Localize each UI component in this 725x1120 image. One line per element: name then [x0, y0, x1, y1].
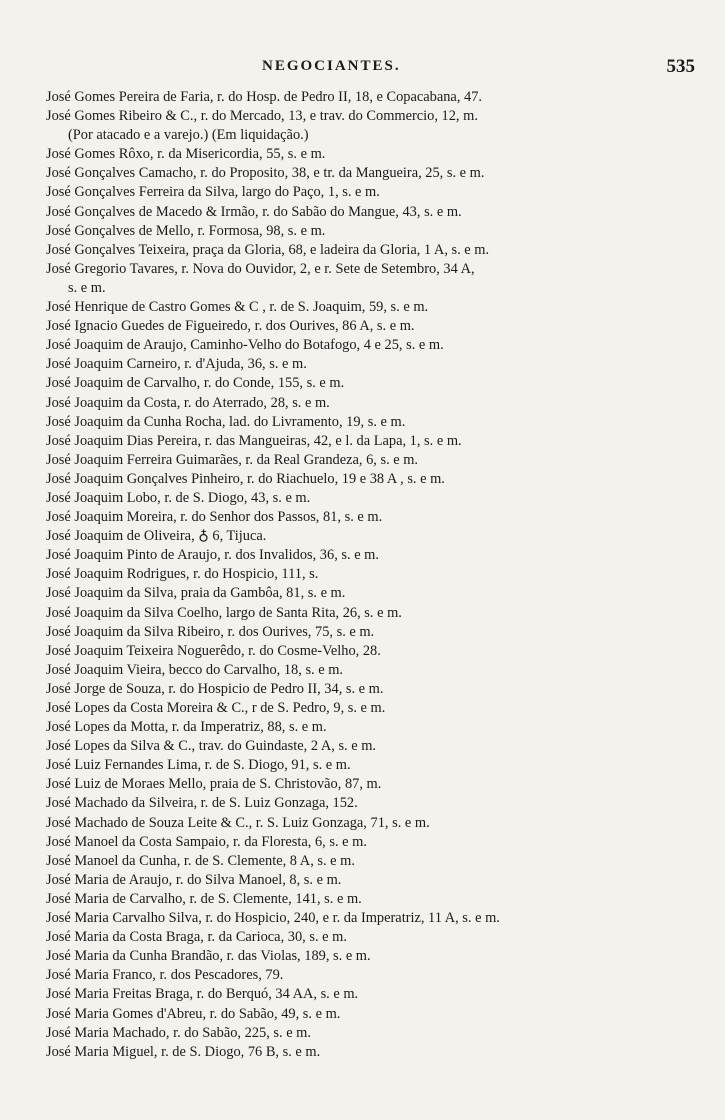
directory-entry: José Manoel da Cunha, r. de S. Clemente, 8 A, s. e m.: [46, 852, 355, 869]
directory-entry: José Joaquim Dias Pereira, r. das Mangueiras, 42, e l. da Lapa, 1, s. e m.: [46, 432, 462, 449]
directory-entry: José Joaquim de Carvalho, r. do Conde, 155, s. e m.: [46, 375, 345, 392]
directory-entry: José Maria de Carvalho, r. de S. Clemente, 141, s. e m.: [46, 890, 362, 907]
directory-entry: José Gonçalves Camacho, r. do Proposito, 38, e tr. da Mangueira, 25, s. e m.: [46, 165, 485, 182]
directory-entry: José Joaquim da Silva, praia da Gambôa, 81, s. e m.: [46, 585, 346, 602]
directory-entry: José Joaquim Rodrigues, r. do Hospicio, 111, s.: [46, 566, 319, 583]
directory-entry: José Maria Machado, r. do Sabão, 225, s. e m.: [46, 1024, 311, 1041]
directory-entry: José Joaquim Gonçalves Pinheiro, r. do Riachuelo, 19 e 38 A , s. e m.: [46, 470, 445, 487]
directory-entry: José Joaquim Pinto de Araujo, r. dos Invalidos, 36, s. e m.: [46, 547, 379, 564]
directory-entry: José Maria Gomes d'Abreu, r. do Sabão, 49, s. e m.: [46, 1005, 341, 1022]
directory-entry: José Joaquim da Cunha Rocha, lad. do Livramento, 19, s. e m.: [46, 413, 406, 430]
directory-entry: José Manoel da Costa Sampaio, r. da Floresta, 6, s. e m.: [46, 833, 367, 850]
page-number: 535: [666, 56, 695, 77]
directory-entry: José Joaquim Moreira, r. do Senhor dos Passos, 81, s. e m.: [46, 509, 383, 526]
directory-entry: José Maria de Araujo, r. do Silva Manoel, 8, s. e m.: [46, 871, 342, 888]
directory-entry: José Maria Franco, r. dos Pescadores, 79.: [46, 967, 284, 984]
directory-entry: José Joaquim da Silva Coelho, largo de Santa Rita, 26, s. e m.: [46, 604, 402, 621]
directory-entry: José Gonçalves de Macedo & Irmão, r. do Sabão do Mangue, 43, s. e m.: [46, 203, 462, 220]
directory-entry: José Henrique de Castro Gomes & C , r. de S. Joaquim, 59, s. e m.: [46, 299, 429, 316]
directory-entry: José Lopes da Costa Moreira & C., r de S. Pedro, 9, s. e m.: [46, 700, 386, 716]
directory-entry: José Lopes da Motta, r. da Imperatriz, 88, s. e m.: [46, 719, 327, 736]
directory-entry: José Joaquim Carneiro, r. d'Ajuda, 36, s. e m.: [46, 356, 307, 373]
running-title: NEGOCIANTES.: [262, 58, 401, 74]
directory-entry: José Maria Freitas Braga, r. do Berquó, 34 AA, s. e m.: [46, 986, 359, 1003]
directory-entry: José Joaquim de Araujo, Caminho-Velho do Botafogo, 4 e 25, s. e m.: [46, 337, 444, 354]
directory-entry: José Luiz Fernandes Lima, r. de S. Diogo, 91, s. e m.: [46, 757, 351, 774]
directory-entry: José Maria Carvalho Silva, r. do Hospicio, 240, e r. da Imperatriz, 11 A, s. e m.: [46, 910, 500, 927]
directory-entry: José Joaquim Ferreira Guimarães, r. da Real Grandeza, 6, s. e m.: [46, 451, 419, 468]
page-header: [0, 58, 725, 82]
directory-entry: José Maria da Costa Braga, r. da Carioca, 30, s. e m.: [46, 929, 347, 946]
directory-entry: José Joaquim Teixeira Noguerêdo, r. do Cosme-Velho, 28.: [46, 642, 381, 659]
directory-entry: José Maria Miguel, r. de S. Diogo, 76 B, s. e m.: [46, 1043, 321, 1060]
directory-entry: José Gonçalves de Mello, r. Formosa, 98, s. e m.: [46, 222, 326, 239]
directory-entry: José Luiz de Moraes Mello, praia de S. Christovão, 87, m.: [46, 776, 382, 793]
directory-entry: José Machado da Silveira, r. de S. Luiz Gonzaga, 152.: [46, 795, 358, 812]
directory-entry: José Gregorio Tavares, r. Nova do Ouvidor, 2, e r. Sete de Setembro, 34 A,: [46, 260, 475, 277]
directory-entry: José Gomes Pereira de Faria, r. do Hosp. de Pedro II, 18, e Copacabana, 47.: [46, 89, 482, 105]
directory-entry: José Joaquim Vieira, becco do Carvalho, 18, s. e m.: [46, 661, 344, 678]
directory-entry: José Ignacio Guedes de Figueiredo, r. dos Ourives, 86 A, s. e m.: [46, 318, 415, 335]
directory-entry: José Gomes Ribeiro & C., r. do Mercado, 13, e trav. do Commercio, 12, m.: [46, 108, 478, 125]
directory-entry: José Maria da Cunha Brandão, r. das Violas, 189, s. e m.: [46, 948, 371, 965]
directory-entry: José Gonçalves Teixeira, praça da Gloria, 68, e ladeira da Gloria, 1 A, s. e m.: [46, 241, 490, 258]
directory-entry: José Joaquim Lobo, r. de S. Diogo, 43, s. e m.: [46, 489, 311, 506]
directory-entry: José Joaquim de Oliveira, ♁ 6, Tijuca.: [46, 528, 267, 545]
directory-entry: José Gomes Rôxo, r. da Misericordia, 55, s. e m.: [46, 146, 326, 163]
entry-list: [46, 88, 701, 1062]
entry-continuation: s. e m.: [68, 279, 106, 296]
entry-continuation: (Por atacado e a varejo.) (Em liquidação.): [68, 127, 309, 144]
directory-entry: José Joaquim da Silva Ribeiro, r. dos Ourives, 75, s. e m.: [46, 623, 375, 640]
directory-entry: José Jorge de Souza, r. do Hospicio de Pedro II, 34, s. e m.: [46, 680, 384, 697]
directory-entry: José Machado de Souza Leite & C., r. S. Luiz Gonzaga, 71, s. e m.: [46, 814, 430, 831]
directory-entry: José Gonçalves Ferreira da Silva, largo do Paço, 1, s. e m.: [46, 184, 380, 201]
directory-entry: José Joaquim da Costa, r. do Aterrado, 28, s. e m.: [46, 394, 330, 411]
directory-entry: José Lopes da Silva & C., trav. do Guindaste, 2 A, s. e m.: [46, 738, 377, 755]
